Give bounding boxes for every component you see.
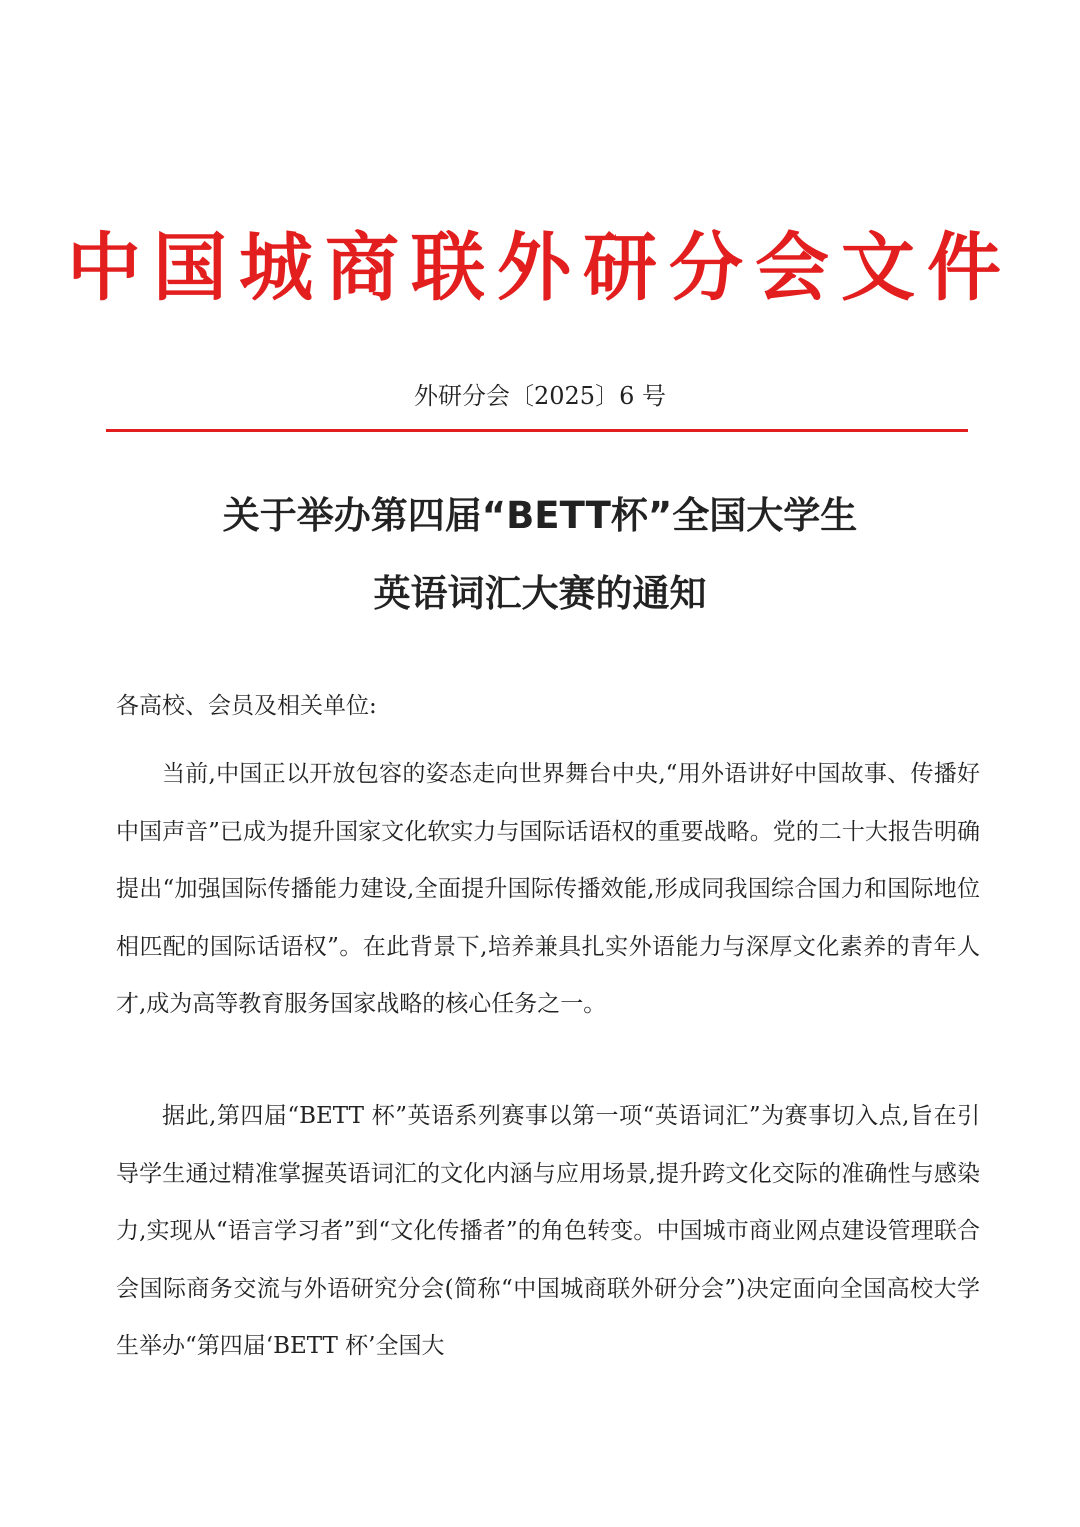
body-paragraph-1: 当前,中国正以开放包容的姿态走向世界舞台中央,“用外语讲好中国故事、传播好中国声音”已成为提升国家文化软实力与国际话语权的重要战略。党的二十大报告明确提出“加强国际传播能力建设,全面提升国际传播效能,形成同我国综合国力和国际地位相匹配的国际话语权”。在此背景下,培养兼具扎实外语能力与深厚文化素养的青年人才,成为高等教育服务国家战略的核心任务之一。 [116, 761, 980, 1018]
salutation: 各高校、会员及相关单位: [116, 693, 377, 719]
body-paragraph-2: 据此,第四届“BETT 杯”英语系列赛事以第一项“英语词汇”为赛事切入点,旨在引导学生通过精准掌握英语词汇的文化内涵与应用场景,提升跨文化交际的准确性与感染力,实现从“语言学习者”到“文化传播者”的角色转变。中国城市商业网点建设管理联合会国际商务交流与外语研究分会(简称“中国城商联外研分会”)决定面向全国高校大学生举办“第四届‘BETT 杯’全国大 [116, 1103, 980, 1360]
document-number: 外研分会〔2025〕6 号 [414, 382, 666, 410]
document-header-title: 中国城商联外研分会文件 [67, 225, 1013, 311]
notice-title-line-1: 关于举办第四届“BETT杯”全国大学生 [222, 494, 858, 537]
red-divider-line [106, 429, 968, 432]
notice-title-line-2: 英语词汇大赛的通知 [373, 572, 707, 615]
